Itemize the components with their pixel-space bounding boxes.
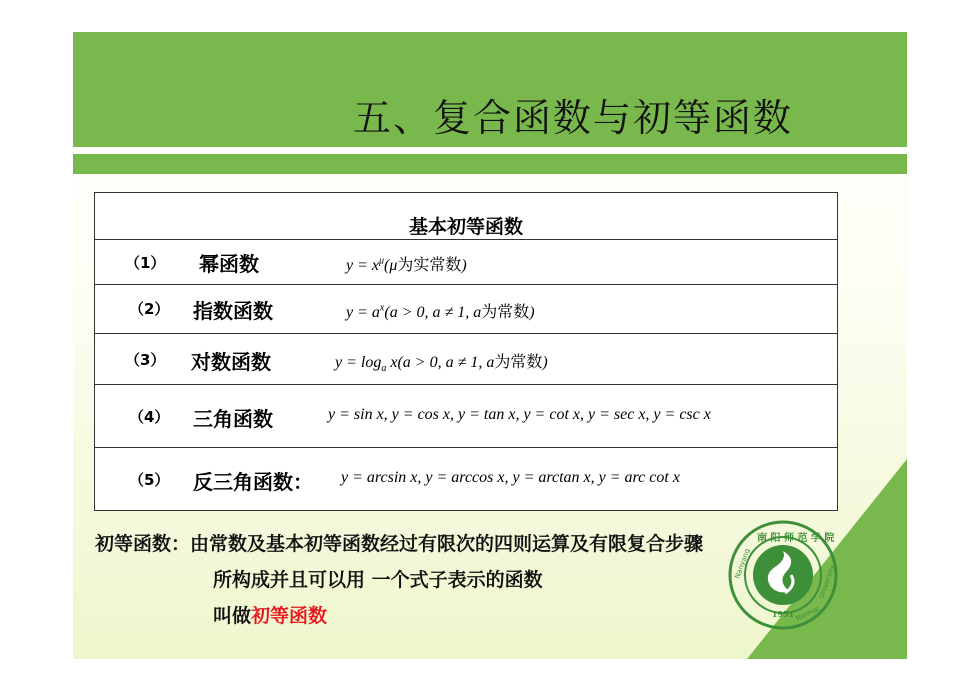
header-divider <box>73 154 907 174</box>
row-formula: $y = a^x(a > 0$, a ≠ 1, a为常数) <box>346 302 535 321</box>
elementary-functions-table <box>94 192 838 511</box>
logo-year: 1951 <box>771 609 795 619</box>
row-function-name: 对数函数 <box>191 350 271 374</box>
definition-line-2: 所构成并且可以用 一个式子表示的函数 <box>213 569 543 591</box>
row-number: （4） <box>129 408 170 426</box>
row-function-name: 反三角函数： <box>193 470 313 494</box>
row-function-name: 指数函数 <box>193 299 273 323</box>
svg-text:University: University <box>817 563 837 600</box>
definition-line-3: 叫做初等函数 <box>213 605 328 627</box>
table-row <box>95 239 837 284</box>
slide-title: 五、复合函数与初等函数 <box>353 96 794 140</box>
table-header: 基本初等函数 <box>408 216 523 238</box>
table-row <box>95 333 837 384</box>
row-number: （5） <box>129 471 170 489</box>
university-logo <box>727 519 839 631</box>
svg-text:Normal: Normal <box>794 604 821 623</box>
table-row <box>95 284 837 333</box>
table-row <box>95 384 837 447</box>
table-header-row <box>95 193 837 239</box>
row-formula: $y = x^\mu(\mu$为实常数) <box>346 255 467 274</box>
row-formula: $y = \log_a x(a > 0$, a ≠ 1, a为常数) <box>335 354 548 375</box>
table-row <box>95 447 837 510</box>
svg-text:南 阳 师 范 学 院: 南 阳 师 范 学 院 <box>757 533 835 544</box>
row-formula: y = sin x, y = cos x, y = tan x, y = cot x, y = sec x, y = csc x <box>328 406 711 423</box>
row-number: （3） <box>125 351 166 369</box>
row-formula: y = arcsin x, y = arccos x, y = arctan x, y = arc cot x <box>341 469 680 486</box>
row-number: （1） <box>125 254 166 272</box>
row-function-name: 幂函数 <box>199 252 259 276</box>
row-function-name: 三角函数 <box>193 407 273 431</box>
svg-text:Nanyang: Nanyang <box>733 547 752 580</box>
highlighted-term: 初等函数 <box>251 605 328 627</box>
definition-line-1: 初等函数：由常数及基本初等函数经过有限次的四则运算及有限复合步骤 <box>95 533 704 555</box>
row-number: （2） <box>129 300 170 318</box>
